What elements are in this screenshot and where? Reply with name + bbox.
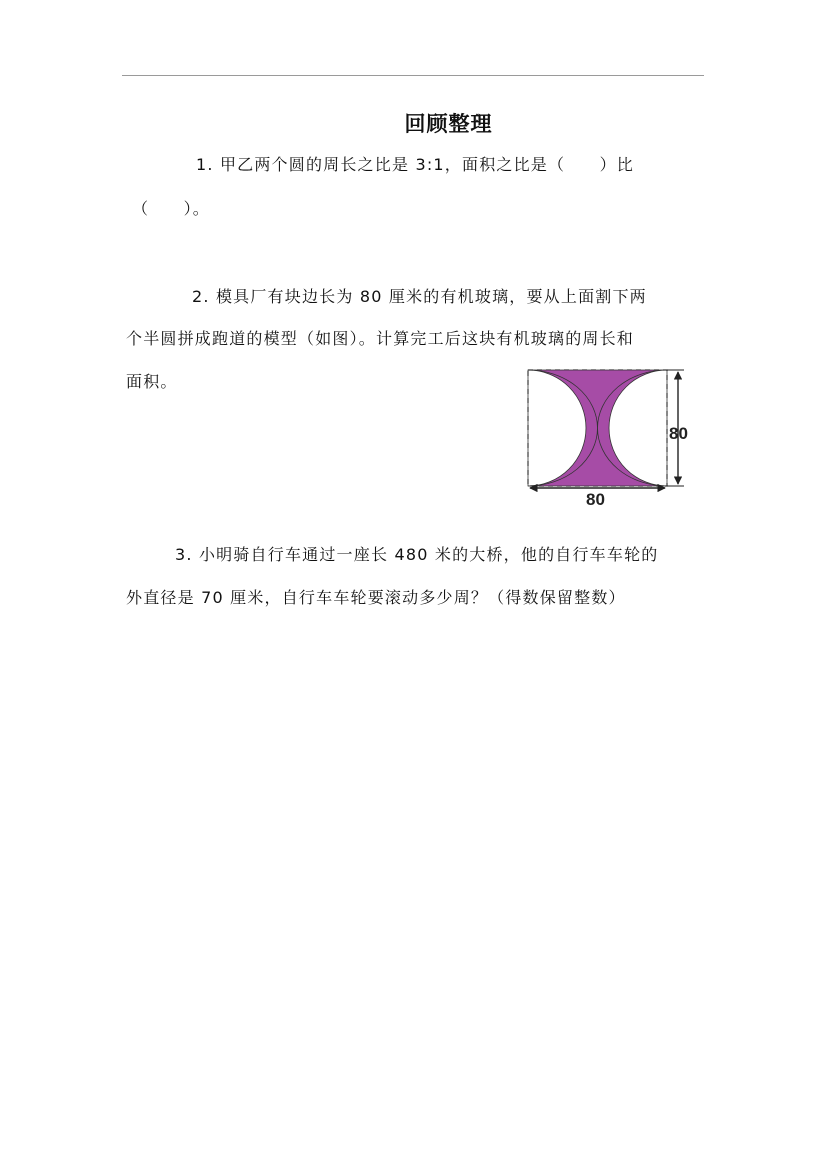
question-2-line-2: 个半圆拼成跑道的模型（如图）。计算完工后这块有机玻璃的周长和 (126, 329, 635, 348)
page-title: 回顾整理 (404, 111, 493, 136)
running-track-figure (518, 364, 700, 510)
question-2-line-1: 2. 模具厂有块边长为 80 厘米的有机玻璃，要从上面割下两 (192, 287, 647, 306)
question-1-line-2: （ ）。 (132, 199, 211, 218)
question-3-line-2: 外直径是 70 厘米，自行车车轮要滚动多少周？（得数保留整数） (126, 588, 626, 607)
header-rule (122, 75, 704, 76)
question-1-line-1: 1. 甲乙两个圆的周长之比是 3:1，面积之比是（ ）比 (196, 155, 634, 174)
question-2-line-3: 面积。 (126, 372, 178, 391)
side-length-label: 80 (669, 424, 688, 443)
bottom-length-label: 80 (586, 490, 605, 509)
question-3-line-1: 3. 小明骑自行车通过一座长 480 米的大桥，他的自行车车轮的 (175, 545, 659, 564)
